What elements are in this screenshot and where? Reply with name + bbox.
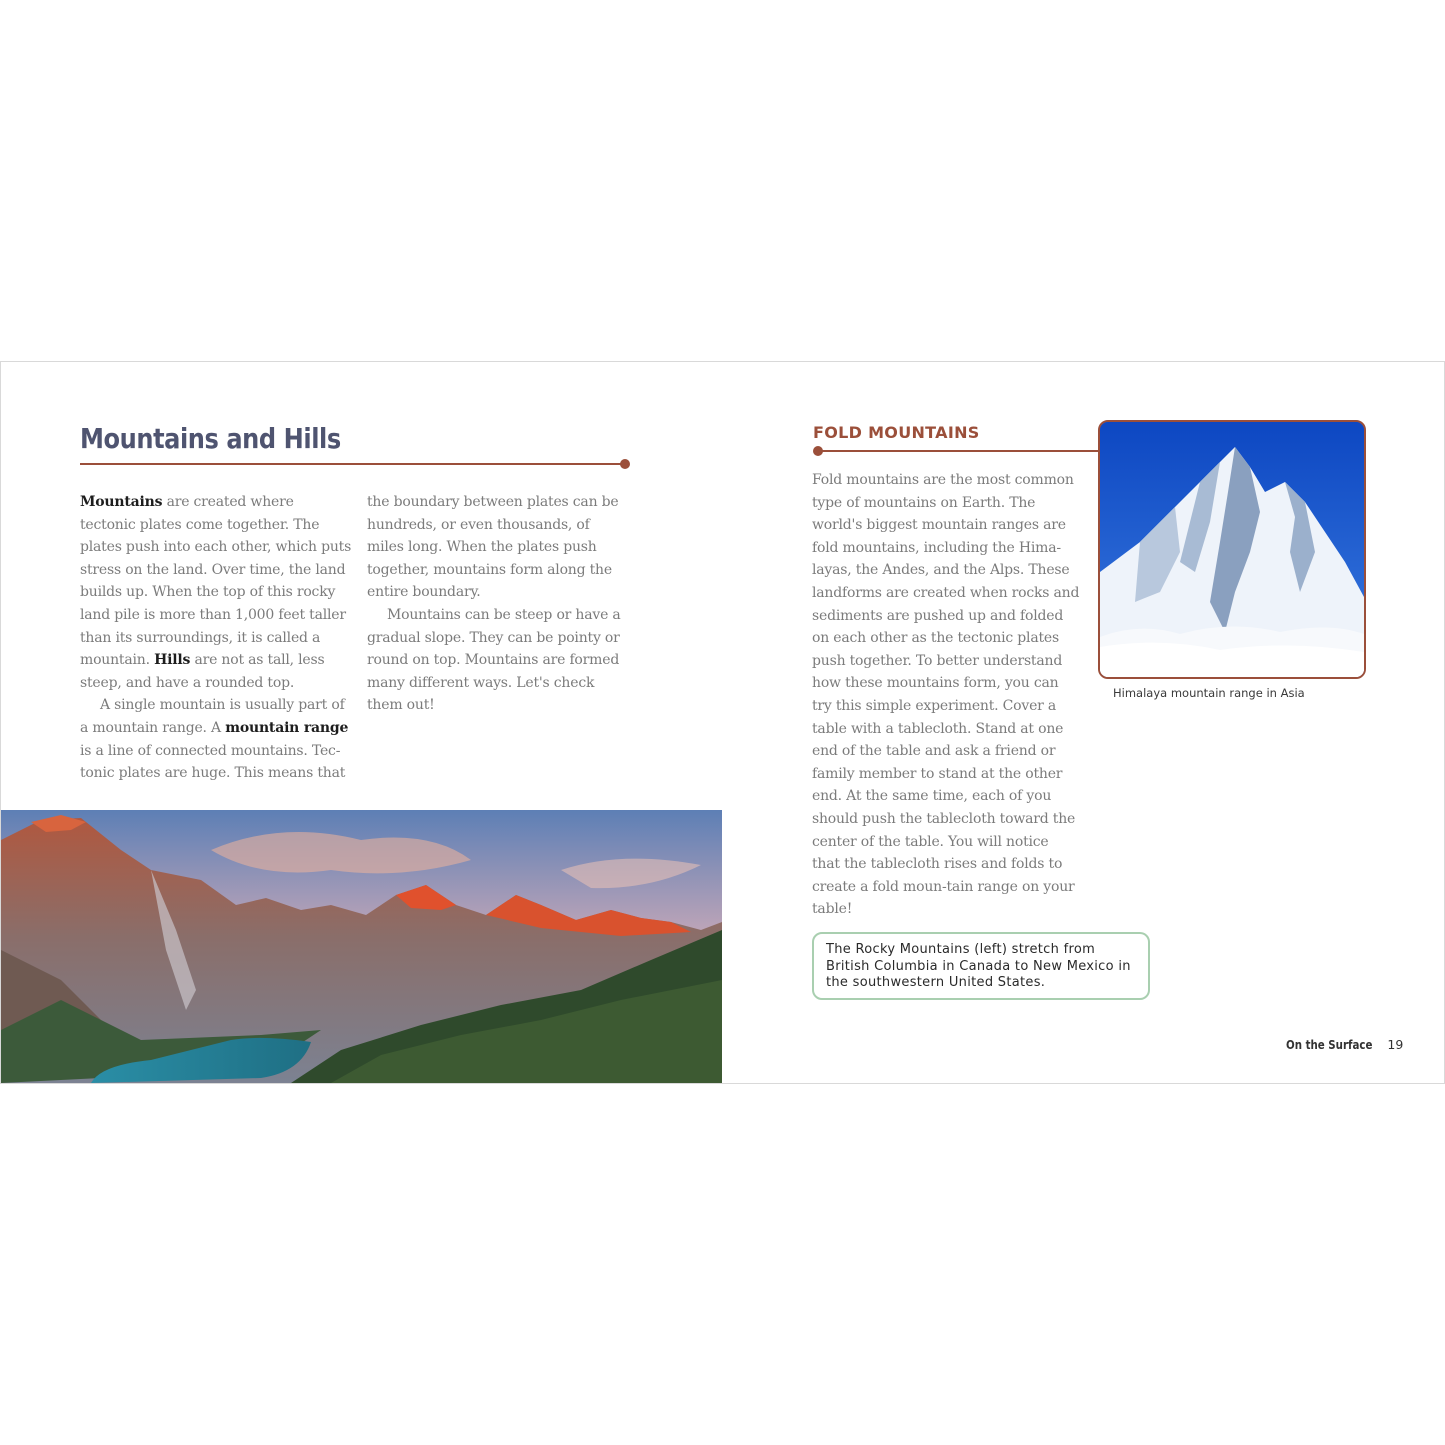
paragraph-mountains-hills [80, 491, 352, 694]
paragraph-boundary: the boundary between plates can be hundreds, or even thousands, of miles long. When the plates push together, mountains form along the entire boundary. [367, 494, 619, 601]
himalaya-photo [1098, 420, 1366, 679]
title-underline-dot [620, 459, 630, 469]
paragraph-mountain-range [80, 694, 352, 784]
term-hills: Hills [154, 652, 191, 669]
paragraph-text: A single mountain is usually part of a mountain range. A [80, 697, 345, 736]
paragraph-text: are not as tall, less steep, and have a rounded top. [80, 652, 325, 691]
title-underline [80, 463, 623, 465]
paragraph-text: is a line of connected mountains. Tec-tonic plates are huge. This means that [80, 742, 346, 782]
paragraph-slopes: Mountains can be steep or have a gradual slope. They can be pointy or round on top. Mountains are formed many different ways. Let's check them out! [367, 606, 621, 714]
body-column-3 [812, 469, 1080, 921]
page-footer [1286, 1037, 1403, 1052]
image-caption: Himalaya mountain range in Asia [1113, 686, 1305, 700]
term-mountain-range: mountain range [225, 719, 349, 736]
body-column-1 [80, 491, 352, 785]
section-heading: FOLD MOUNTAINS [813, 423, 980, 442]
paragraph-fold-mountains: Fold mountains are the most common type of mountains on Earth. The world's biggest mountain ranges are fold mountains, including the Hima-layas, the Andes, and the Alps. These landforms are created when rocks and sediments are pushed up and folded on each other as the tectonic plates push together. To better understand how these mountains form, you can try this simple experiment. Cover a table with a tablecloth. Stand at one end of the table and ask a friend or family member to stand at the other end. At the same time, each of you should push the tablecloth toward the center of the table. You will notice that the tablecloth rises and folds to create a fold moun-tain range on your table! [812, 472, 1080, 918]
page-title: Mountains and Hills [80, 422, 341, 455]
paragraph-text: are created where tectonic plates come together. The plates push into each other, which puts stress on the land. Over time, the land builds up. When the top of this rocky land pile is more than 1,000 feet taller than its surroundings, it is called a mountain. [80, 494, 352, 669]
rocky-mountains-photo [1, 810, 722, 1083]
page-number: 19 [1387, 1037, 1404, 1052]
footer-section-title: On the Surface [1286, 1037, 1373, 1052]
heading-rule [819, 450, 1099, 452]
rocky-mountains-callout: The Rocky Mountains (left) stretch from British Columbia in Canada to New Mexico in the southwestern United States. [812, 932, 1150, 1000]
book-spread [0, 361, 1445, 1084]
body-column-2 [367, 491, 629, 717]
term-mountains: Mountains [80, 494, 163, 510]
